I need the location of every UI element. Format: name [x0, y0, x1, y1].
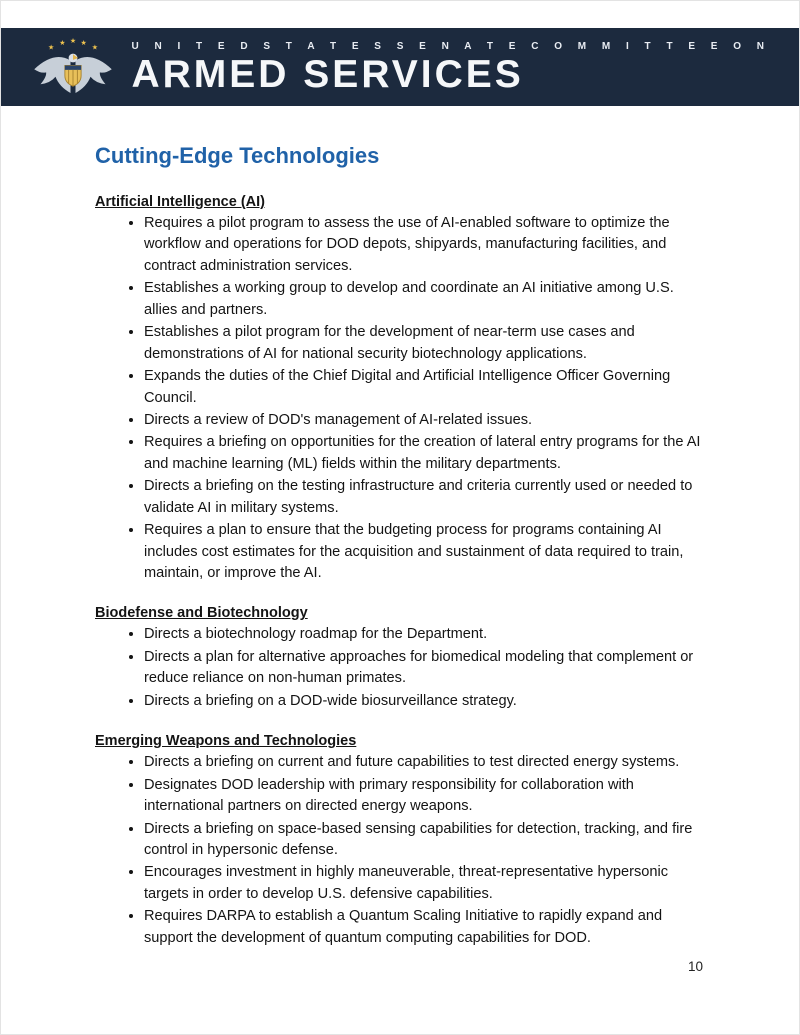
bullet-list [95, 624, 707, 712]
svg-text:★: ★ [80, 39, 88, 47]
section-heading: Biodefense and Biotechnology [95, 605, 308, 622]
svg-text:★: ★ [59, 39, 66, 47]
bullet-item: • Encourages investment in highly maneuverable, threat-representative hypersonic targets in order to develop U.S. defensive capabilities. [144, 862, 707, 905]
svg-text:★: ★ [48, 44, 55, 52]
page-title: Cutting-Edge Technologies [95, 143, 380, 168]
section-heading: Artificial Intelligence (AI) [95, 194, 265, 210]
bullet-item: • Requires a briefing on opportunities for the creation of lateral entry programs for the AI and machine learning (ML) fields within the military departments. [144, 432, 707, 475]
document-section [95, 194, 707, 584]
bullet-item: • Directs a briefing on a DOD-wide biosurveillance strategy. [144, 691, 707, 712]
committee-title: ARMED SERVICES [131, 52, 524, 96]
bullet-item: • Requires DARPA to establish a Quantum Scaling Initiative to rapidly expand and support the development of quantum computing capabilities for DOD. [144, 906, 707, 949]
bullet-item: • Directs a briefing on the testing infrastructure and criteria currently used or needed to validate AI in military systems. [144, 476, 707, 519]
banner-text [131, 41, 770, 94]
bullet-item: • Directs a plan for alternative approaches for biomedical modeling that complement or reduce reliance on non-human primates. [144, 647, 707, 690]
bullet-list [95, 752, 707, 949]
bullet-item: • Directs a briefing on current and future capabilities to test directed energy systems. [144, 752, 707, 773]
bullet-item: • Requires a pilot program to assess the use of AI-enabled software to optimize the workflow and operations for DOD depots, shipyards, manufacturing facilities, and contract administration services. [144, 213, 707, 277]
committee-name-line: U N I T E D S T A T E S S E N A T E C O M M I T T E E O N [131, 40, 771, 52]
bullet-item: • Requires a plan to ensure that the budgeting process for programs containing AI includes cost estimates for the acquisition and sustainment of data required to train, maintain, or improve the AI. [144, 520, 707, 584]
svg-text:★: ★ [70, 38, 77, 45]
document-section [95, 733, 707, 949]
bullet-item: • Directs a biotechnology roadmap for the Department. [144, 624, 707, 645]
svg-text:★: ★ [92, 44, 99, 52]
bullet-list [95, 213, 707, 584]
bullet-item: • Establishes a pilot program for the development of near-term use cases and demonstrations of AI for national security biotechnology applications. [144, 322, 707, 365]
bullet-item: • Expands the duties of the Chief Digital and Artificial Intelligence Officer Governing Council. [144, 366, 707, 409]
bullet-item: • Establishes a working group to develop and coordinate an AI initiative among U.S. allies and partners. [144, 278, 707, 321]
eagle-logo-icon [29, 38, 117, 98]
section-heading: Emerging Weapons and Technologies [95, 733, 357, 750]
banner-content [29, 36, 770, 98]
document-section [95, 605, 707, 712]
bullet-item: • Directs a review of DOD's management of AI-related issues. [144, 410, 707, 431]
bullet-item: • Designates DOD leadership with primary responsibility for collaboration with international partners on directed energy weapons. [144, 775, 707, 818]
sections-container [95, 194, 707, 949]
bullet-item: • Directs a briefing on space-based sensing capabilities for detection, tracking, and fire control in hypersonic defense. [144, 819, 707, 862]
page-number: 10 [687, 959, 703, 974]
document-content [1, 106, 799, 1034]
committee-banner [1, 28, 799, 106]
